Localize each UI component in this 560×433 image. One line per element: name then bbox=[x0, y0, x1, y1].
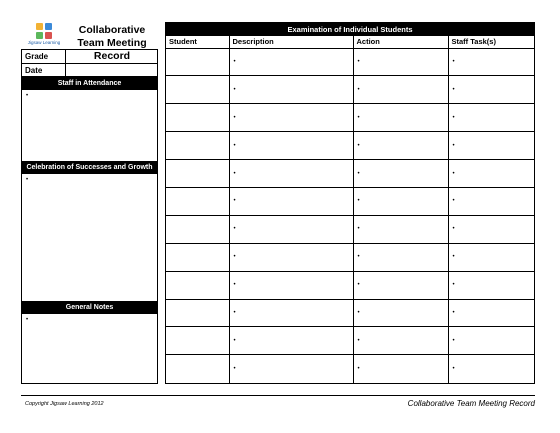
celebration-bullet: • bbox=[26, 177, 29, 183]
bullet: • bbox=[233, 365, 236, 372]
bullet: • bbox=[452, 86, 455, 93]
bullet: • bbox=[233, 86, 236, 93]
action-cell[interactable] bbox=[353, 187, 448, 215]
examination-table bbox=[166, 36, 534, 383]
column-header-student: Student bbox=[166, 36, 229, 48]
staff-attendance-heading: Staff in Attendance bbox=[22, 77, 157, 90]
footer-document-name: Collaborative Team Meeting Record bbox=[407, 399, 535, 408]
bullet: • bbox=[233, 337, 236, 344]
staff-attendance-area[interactable] bbox=[22, 90, 157, 160]
bullet: • bbox=[233, 114, 236, 121]
puzzle-logo-icon bbox=[35, 22, 53, 40]
description-cell[interactable] bbox=[229, 327, 353, 355]
student-cell[interactable] bbox=[166, 187, 229, 215]
action-cell[interactable] bbox=[353, 48, 448, 76]
student-cell[interactable] bbox=[166, 48, 229, 76]
table-row bbox=[166, 327, 534, 355]
bullet: • bbox=[452, 226, 455, 233]
description-cell[interactable] bbox=[229, 187, 353, 215]
bullet: • bbox=[357, 365, 360, 372]
description-cell[interactable] bbox=[229, 299, 353, 327]
action-cell[interactable] bbox=[353, 299, 448, 327]
student-cell[interactable] bbox=[166, 327, 229, 355]
table-row bbox=[166, 48, 534, 76]
description-cell[interactable] bbox=[229, 215, 353, 243]
bullet: • bbox=[233, 254, 236, 261]
table-row bbox=[166, 215, 534, 243]
description-cell[interactable] bbox=[229, 355, 353, 383]
action-cell[interactable] bbox=[353, 271, 448, 299]
bullet: • bbox=[357, 86, 360, 93]
bullet: • bbox=[233, 226, 236, 233]
bullet: • bbox=[452, 254, 455, 261]
action-cell[interactable] bbox=[353, 215, 448, 243]
staff-task-cell[interactable] bbox=[448, 104, 534, 132]
general-notes-bullet: • bbox=[26, 317, 29, 323]
general-notes-area[interactable] bbox=[22, 314, 157, 383]
grade-date-table bbox=[21, 49, 158, 78]
bullet: • bbox=[452, 309, 455, 316]
column-header-staff-tasks: Staff Task(s) bbox=[448, 36, 534, 48]
bullet: • bbox=[357, 198, 360, 205]
student-cell[interactable] bbox=[166, 104, 229, 132]
bullet: • bbox=[452, 337, 455, 344]
staff-task-cell[interactable] bbox=[448, 243, 534, 271]
bullet: • bbox=[357, 170, 360, 177]
staff-task-cell[interactable] bbox=[448, 76, 534, 104]
action-cell[interactable] bbox=[353, 243, 448, 271]
bullet: • bbox=[357, 337, 360, 344]
staff-task-cell[interactable] bbox=[448, 132, 534, 160]
examination-heading: Examination of Individual Students bbox=[166, 23, 534, 36]
bullet: • bbox=[452, 114, 455, 121]
table-row bbox=[166, 271, 534, 299]
student-cell[interactable] bbox=[166, 299, 229, 327]
date-label: Date bbox=[22, 64, 66, 78]
examination-panel bbox=[165, 22, 535, 384]
student-cell[interactable] bbox=[166, 215, 229, 243]
description-cell[interactable] bbox=[229, 76, 353, 104]
description-cell[interactable] bbox=[229, 243, 353, 271]
bullet: • bbox=[233, 309, 236, 316]
bullet: • bbox=[452, 198, 455, 205]
bullet: • bbox=[357, 58, 360, 65]
bullet: • bbox=[357, 282, 360, 289]
staff-task-cell[interactable] bbox=[448, 160, 534, 188]
description-cell[interactable] bbox=[229, 271, 353, 299]
left-panel bbox=[21, 76, 158, 384]
table-row bbox=[166, 132, 534, 160]
description-cell[interactable] bbox=[229, 132, 353, 160]
bullet: • bbox=[452, 142, 455, 149]
action-cell[interactable] bbox=[353, 327, 448, 355]
student-cell[interactable] bbox=[166, 160, 229, 188]
column-header-action: Action bbox=[353, 36, 448, 48]
bullet: • bbox=[357, 254, 360, 261]
footer-divider bbox=[21, 395, 535, 396]
table-row bbox=[166, 243, 534, 271]
student-cell[interactable] bbox=[166, 76, 229, 104]
table-row bbox=[166, 299, 534, 327]
description-cell[interactable] bbox=[229, 48, 353, 76]
staff-attendance-bullet: • bbox=[26, 93, 29, 99]
staff-task-cell[interactable] bbox=[448, 299, 534, 327]
bullet: • bbox=[357, 114, 360, 121]
staff-task-cell[interactable] bbox=[448, 48, 534, 76]
table-row bbox=[166, 76, 534, 104]
table-row bbox=[166, 160, 534, 188]
description-cell[interactable] bbox=[229, 104, 353, 132]
staff-task-cell[interactable] bbox=[448, 215, 534, 243]
bullet: • bbox=[357, 309, 360, 316]
bullet: • bbox=[452, 365, 455, 372]
action-cell[interactable] bbox=[353, 132, 448, 160]
examination-rows bbox=[166, 48, 534, 383]
general-notes-heading: General Notes bbox=[22, 301, 157, 314]
bullet: • bbox=[357, 142, 360, 149]
celebration-area[interactable] bbox=[22, 174, 157, 300]
action-cell[interactable] bbox=[353, 355, 448, 383]
staff-task-cell[interactable] bbox=[448, 271, 534, 299]
logo-text: Jigsaw Learning bbox=[27, 40, 61, 45]
student-cell[interactable] bbox=[166, 355, 229, 383]
description-cell[interactable] bbox=[229, 160, 353, 188]
bullet: • bbox=[233, 142, 236, 149]
staff-task-cell[interactable] bbox=[448, 187, 534, 215]
student-cell[interactable] bbox=[166, 132, 229, 160]
page-title: Collaborative Team Meeting Record bbox=[77, 24, 147, 62]
table-row bbox=[166, 104, 534, 132]
bullet: • bbox=[233, 58, 236, 65]
action-cell[interactable] bbox=[353, 104, 448, 132]
bullet: • bbox=[233, 198, 236, 205]
celebration-heading: Celebration of Successes and Growth bbox=[22, 161, 157, 174]
student-cell[interactable] bbox=[166, 243, 229, 271]
grade-label: Grade bbox=[22, 50, 66, 64]
staff-task-cell[interactable] bbox=[448, 355, 534, 383]
action-cell[interactable] bbox=[353, 160, 448, 188]
staff-task-cell[interactable] bbox=[448, 327, 534, 355]
column-header-description: Description bbox=[229, 36, 353, 48]
student-cell[interactable] bbox=[166, 271, 229, 299]
table-row bbox=[166, 355, 534, 383]
bullet: • bbox=[233, 170, 236, 177]
action-cell[interactable] bbox=[353, 76, 448, 104]
table-row bbox=[166, 187, 534, 215]
copyright-text: Copyright Jigsaw Learning 2012 bbox=[25, 401, 104, 407]
bullet: • bbox=[452, 170, 455, 177]
bullet: • bbox=[452, 58, 455, 65]
bullet: • bbox=[452, 282, 455, 289]
bullet: • bbox=[357, 226, 360, 233]
grade-field[interactable] bbox=[66, 50, 158, 64]
logo bbox=[25, 22, 63, 48]
bullet: • bbox=[233, 282, 236, 289]
